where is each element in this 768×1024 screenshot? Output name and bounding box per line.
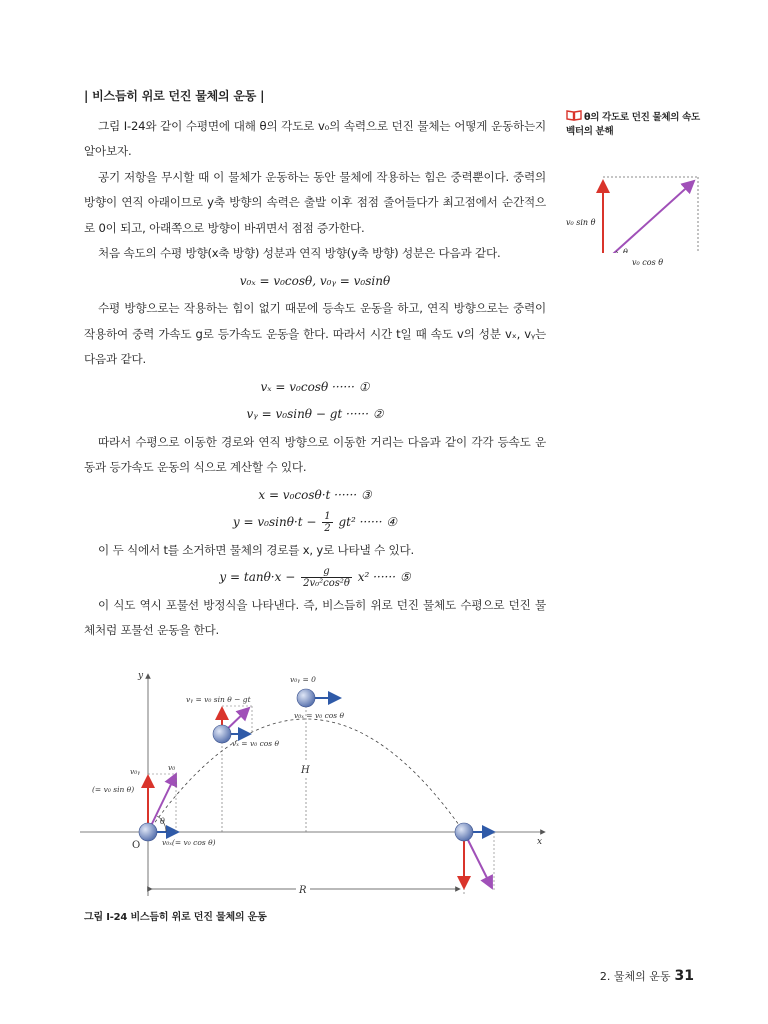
equation-5 [84, 565, 546, 591]
ball-start [139, 823, 157, 841]
equation-5-left: y = tanθ·x − [219, 570, 296, 584]
projectile-motion-diagram [80, 666, 560, 906]
figure-caption: 그림 I-24 비스듬히 위로 던진 물체의 운동 [84, 912, 267, 923]
page-number: 31 [674, 968, 694, 984]
equation-4-right: gt² ······ ④ [338, 515, 398, 529]
paragraph-6: 이 두 식에서 t를 소거하면 물체의 경로를 x, y로 나타낼 수 있다. [98, 542, 414, 557]
end-v-vector [464, 832, 492, 888]
paragraph-5: 따라서 수평으로 이동한 경로와 연직 방향으로 이동한 거리는 다음과 같이 각각 등속도 운동과 등가속도 운동의 식으로 계산할 수 있다. [84, 434, 546, 474]
velocity-decomposition-diagram [566, 143, 706, 253]
side-label-vx: v₀ cos θ [632, 258, 664, 267]
book-icon [566, 110, 582, 121]
ball-apex [297, 689, 315, 707]
equation-5-numerator: g [301, 566, 352, 578]
equation-4-fraction [322, 511, 332, 534]
label-apex-vy: v₀ᵧ = 0 [290, 675, 316, 684]
height-label: H [301, 765, 310, 776]
equation-1: vₓ = v₀cosθ ······ ① [260, 379, 370, 394]
equation-4 [84, 510, 546, 536]
equation-5-denominator: 2v₀²cos²θ [303, 578, 350, 589]
ball-mid [213, 725, 231, 743]
ball-end [455, 823, 473, 841]
label-apex-vx: v₀ₓ = v₀ cos θ [294, 711, 345, 720]
page-footer [600, 968, 694, 984]
side-theta-arc [616, 251, 621, 253]
equation-5-fraction [301, 566, 352, 589]
side-figure-caption [566, 110, 706, 139]
side-label-vy: v₀ sin θ [566, 218, 596, 227]
paragraph-4: 수평 방향으로는 작용하는 힘이 없기 때문에 등속도 운동을 하고, 연직 방향으로는 중력이 작용하여 중력 가속도 g로 등가속도 운동을 한다. 따라서 시간 t일 때 속도 v의 성분 vₓ, vᵧ는 다음과 같다. [84, 301, 546, 366]
label-theta: θ [160, 817, 165, 826]
paragraph-2: 공기 저항을 무시할 때 이 물체가 운동하는 동안 물체에 작용하는 힘은 중력뿐이다. 중력의 방향이 연직 아래이므로 y축 방향의 속력은 출발 이후 점점 줄어들다가 최고점에서 순간적으로 0이 되고, 아래쪽으로 방향이 바뀌면서 점점 증가한다. [84, 169, 546, 235]
equation-4-left: y = v₀sinθ·t − [232, 515, 317, 529]
label-v0y-eq: (= v₀ sin θ) [92, 785, 135, 794]
label-v0x: v₀ₓ(= v₀ cos θ) [162, 838, 216, 847]
side-caption-text: θ의 각도로 던진 물체의 속도 벡터의 분해 [566, 112, 700, 137]
side-v0-vector [603, 181, 694, 253]
equation-4-numerator: 1 [324, 511, 331, 522]
paragraph-7: 이 식도 역시 포물선 방정식을 나타낸다. 즉, 비스듬히 위로 던진 물체도 수평으로 던진 물체처럼 포물선 운동을 한다. [84, 597, 546, 637]
label-vx-mid: vₓ = v₀ cos θ [232, 739, 280, 748]
equation-5-right: x² ······ ⑤ [357, 570, 411, 584]
equation-2: vᵧ = v₀sinθ − gt ······ ② [246, 407, 384, 421]
y-axis-label: y [138, 671, 144, 681]
section-title: | 비스듬히 위로 던진 물체의 운동 | [84, 89, 265, 103]
side-bottom-labels [566, 255, 706, 275]
paragraph-3: 처음 속도의 수평 방향(x축 방향) 성분과 연직 방향(y축 방향) 성분은 다음과 같다. [98, 246, 501, 260]
equation-4-denominator: 2 [324, 523, 331, 534]
label-v0y: v₀ᵧ [130, 767, 141, 776]
equation-initial-components: v₀ₓ = v₀cosθ, v₀ᵧ = v₀sinθ [239, 273, 391, 288]
side-label-theta: θ [623, 248, 628, 253]
x-axis-label: x [537, 837, 543, 847]
origin-label: O [132, 840, 141, 851]
paragraph-1: 그림 I-24와 같이 수평면에 대해 θ의 각도로 v₀의 속력으로 던진 물체는 어떻게 운동하는지 알아보자. [84, 118, 546, 158]
chapter-title: 2. 물체의 운동 [599, 970, 671, 983]
label-v0: v₀ [168, 763, 176, 772]
main-text-column [84, 84, 546, 644]
equation-3: x = v₀cosθ·t ······ ③ [258, 487, 372, 502]
label-vy-mid: vᵧ = v₀ sin θ − gt [186, 695, 251, 704]
side-note [566, 110, 706, 279]
range-label: R [299, 885, 307, 896]
